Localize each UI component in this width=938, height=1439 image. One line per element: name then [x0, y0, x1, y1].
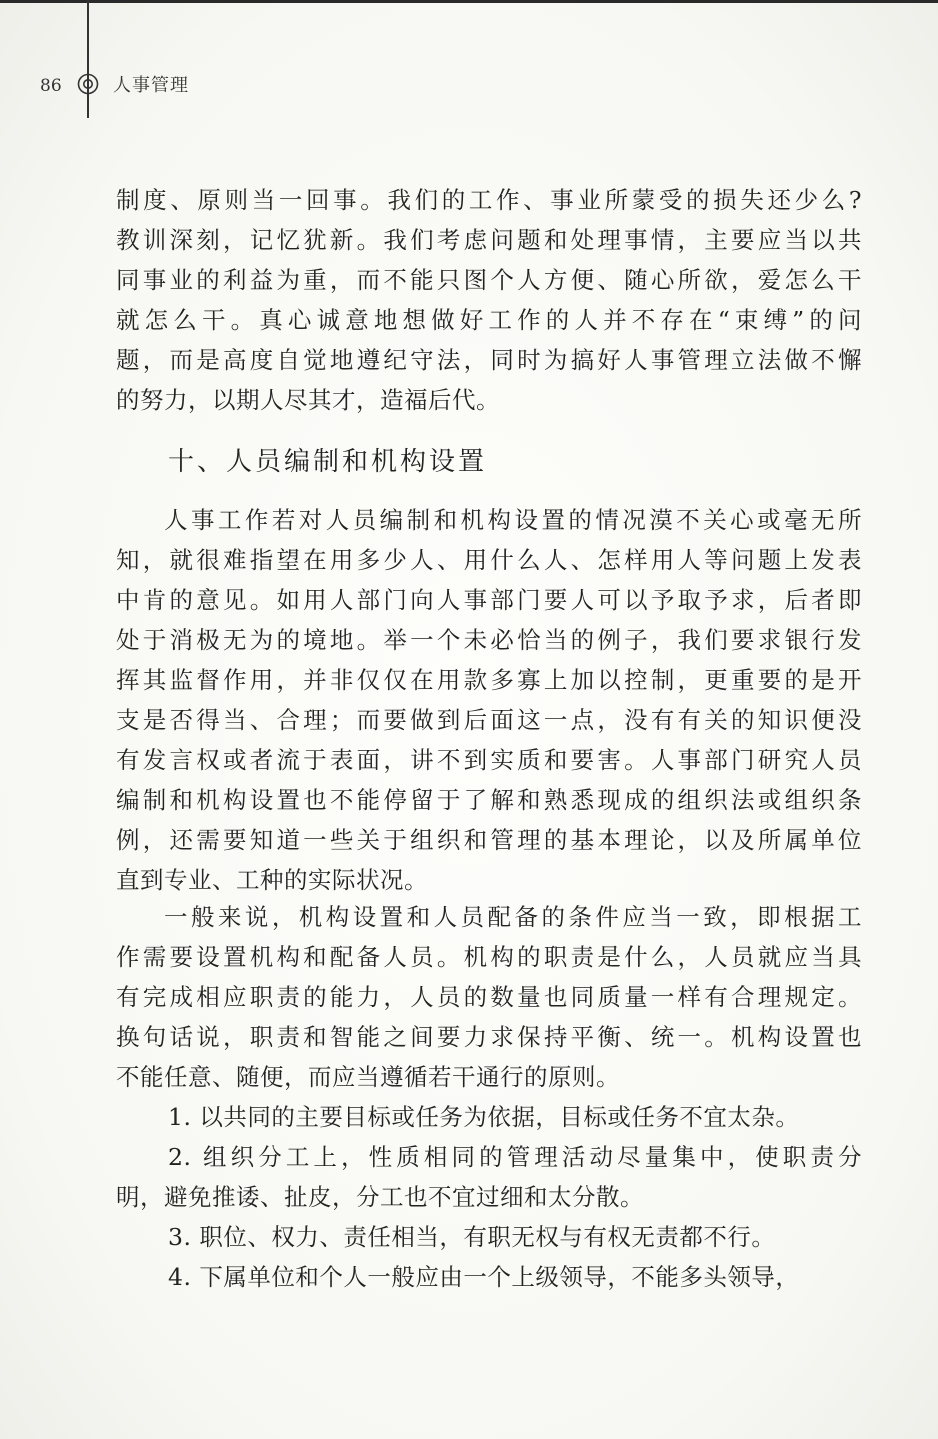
text-line: 知，就很难指望在用多少人、用什么人、怎样用人等问题上发表 — [116, 546, 862, 574]
section-heading: 十、人员编制和机构设置 — [168, 447, 488, 477]
margin-rule — [87, 0, 89, 118]
text-line: 制度、原则当一回事。我们的工作、事业所蒙受的损失还少么? — [116, 186, 862, 214]
paragraph-principles — [116, 897, 862, 1097]
text-line: 换句话说，职责和智能之间要力求保持平衡、统一。机构设置也 — [116, 1023, 862, 1051]
list-item: 2. 组织分工上，性质相同的管理活动尽量集中，使职责分 — [168, 1143, 862, 1171]
text-line: 作需要设置机构和配备人员。机构的职责是什么，人员就应当具 — [116, 943, 862, 971]
text-line: 题，而是高度自觉地遵纪守法，同时为搞好人事管理立法做不懈 — [116, 346, 862, 374]
text-line: 编制和机构设置也不能停留于了解和熟悉现成的组织法或组织条 — [116, 786, 862, 814]
top-rule — [0, 0, 938, 3]
text-line: 不能任意、随便，而应当遵循若干通行的原则。 — [116, 1063, 620, 1091]
text-line: 人事工作若对人员编制和机构设置的情况漠不关心或毫无所 — [164, 506, 862, 534]
list-item: 3. 职位、权力、责任相当，有职无权与有权无责都不行。 — [168, 1223, 776, 1251]
text-line: 中肯的意见。如用人部门向人事部门要人可以予取予求，后者即 — [116, 586, 862, 614]
paragraph-continuation — [116, 180, 862, 420]
text-line: 有发言权或者流于表面，讲不到实质和要害。人事部门研究人员 — [116, 746, 862, 774]
text-line: 挥其监督作用，并非仅仅在用款多寡上加以控制，更重要的是开 — [116, 666, 862, 694]
text-line: 同事业的利益为重，而不能只图个人方便、随心所欲，爱怎么干 — [116, 266, 862, 294]
text-line: 的努力，以期人尽其才，造福后代。 — [116, 386, 500, 414]
list-item: 4. 下属单位和个人一般应由一个上级领导，不能多头领导， — [168, 1263, 800, 1291]
paragraph-staffing — [116, 500, 862, 900]
text-line: 支是否得当、合理；而要做到后面这一点，没有有关的知识便没 — [116, 706, 862, 734]
list-item: 1. 以共同的主要目标或任务为依据，目标或任务不宜太杂。 — [168, 1103, 800, 1131]
page-number: 86 — [40, 76, 62, 96]
list-item-continuation: 明，避免推诿、扯皮，分工也不宜过细和太分散。 — [116, 1183, 644, 1211]
text-line: 一般来说，机构设置和人员配备的条件应当一致，即根据工 — [164, 903, 862, 931]
text-line: 直到专业、工种的实际状况。 — [116, 866, 428, 894]
text-line: 例，还需要知道一些关于组织和管理的基本理论，以及所属单位 — [116, 826, 862, 854]
running-title: 人事管理 — [113, 75, 189, 96]
text-line: 处于消极无为的境地。举一个未必恰当的例子，我们要求银行发 — [116, 626, 862, 654]
principles-list — [116, 1097, 862, 1297]
header-ornament-icon — [76, 72, 100, 96]
text-line: 就怎么干。真心诚意地想做好工作的人并不存在“束缚”的问 — [116, 306, 862, 334]
text-line: 有完成相应职责的能力，人员的数量也同质量一样有合理规定。 — [116, 983, 862, 1011]
text-line: 教训深刻，记忆犹新。我们考虑问题和处理事情，主要应当以共 — [116, 226, 862, 254]
